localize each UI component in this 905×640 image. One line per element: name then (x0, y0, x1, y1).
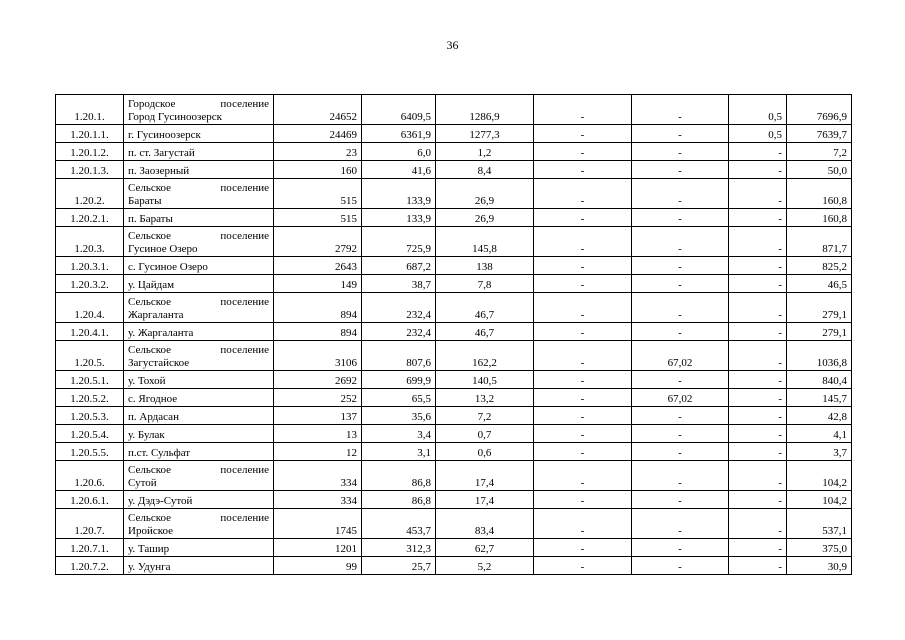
table-row (56, 293, 852, 323)
value-col-3-cell: 46,7 (436, 323, 534, 341)
value-col-6-cell: - (729, 257, 787, 275)
name-line-1 (128, 230, 269, 243)
table-row (56, 323, 852, 341)
table-row (56, 461, 852, 491)
value-col-6-cell: - (729, 293, 787, 323)
value-col-4-cell: - (534, 95, 632, 125)
name-line-1 (128, 344, 269, 357)
value-col-6-cell: - (729, 407, 787, 425)
value-col-4-cell: - (534, 209, 632, 227)
population-cell: 23 (274, 143, 362, 161)
total-cell: 145,7 (787, 389, 852, 407)
table-row (56, 425, 852, 443)
settlement-name-cell: г. Гусиноозерск (124, 125, 274, 143)
population-cell: 1201 (274, 539, 362, 557)
value-col-4-cell: - (534, 389, 632, 407)
row-code-cell: 1.20.5.4. (56, 425, 124, 443)
value-col-2-cell: 38,7 (362, 275, 436, 293)
total-cell: 840,4 (787, 371, 852, 389)
settlements-table (55, 94, 852, 575)
value-col-5-cell: - (632, 425, 729, 443)
settlement-name-cell (124, 227, 274, 257)
value-col-2-cell: 453,7 (362, 509, 436, 539)
row-code-cell: 1.20.3. (56, 227, 124, 257)
name-line-1 (128, 512, 269, 525)
total-cell: 375,0 (787, 539, 852, 557)
value-col-3-cell: 0,6 (436, 443, 534, 461)
value-col-4-cell: - (534, 161, 632, 179)
settlement-name-cell (124, 293, 274, 323)
value-col-5-cell: - (632, 443, 729, 461)
value-col-4-cell: - (534, 323, 632, 341)
row-code-cell: 1.20.4. (56, 293, 124, 323)
value-col-6-cell: - (729, 461, 787, 491)
population-cell: 13 (274, 425, 362, 443)
value-col-5-cell: - (632, 125, 729, 143)
page-number: 36 (446, 38, 459, 52)
total-cell: 46,5 (787, 275, 852, 293)
value-col-6-cell: - (729, 275, 787, 293)
value-col-3-cell: 8,4 (436, 161, 534, 179)
table-row (56, 491, 852, 509)
value-col-5-cell: - (632, 407, 729, 425)
table-row (56, 143, 852, 161)
row-code-cell: 1.20.7.2. (56, 557, 124, 575)
value-col-2-cell: 133,9 (362, 179, 436, 209)
population-cell: 137 (274, 407, 362, 425)
value-col-6-cell: 0,5 (729, 95, 787, 125)
table-row (56, 209, 852, 227)
population-cell: 24469 (274, 125, 362, 143)
table-row (56, 179, 852, 209)
table-row (56, 389, 852, 407)
settlement-kind-word: поселение (220, 230, 269, 242)
settlement-name-cell: п. Заозерный (124, 161, 274, 179)
row-code-cell: 1.20.7.1. (56, 539, 124, 557)
value-col-6-cell: - (729, 557, 787, 575)
settlement-type-word: Сельское (128, 344, 172, 356)
total-cell: 30,9 (787, 557, 852, 575)
value-col-5-cell: - (632, 371, 729, 389)
settlement-type-word: Сельское (128, 512, 172, 524)
row-code-cell: 1.20.1.2. (56, 143, 124, 161)
settlement-name-cell: п.ст. Сульфат (124, 443, 274, 461)
value-col-5-cell: - (632, 293, 729, 323)
value-col-4-cell: - (534, 341, 632, 371)
total-cell: 7639,7 (787, 125, 852, 143)
row-code-cell: 1.20.5.2. (56, 389, 124, 407)
settlement-name-cell: с. Ягодное (124, 389, 274, 407)
population-cell: 334 (274, 461, 362, 491)
value-col-4-cell: - (534, 557, 632, 575)
row-code-cell: 1.20.5.5. (56, 443, 124, 461)
row-code-cell: 1.20.2.1. (56, 209, 124, 227)
value-col-2-cell: 6409,5 (362, 95, 436, 125)
row-code-cell: 1.20.6. (56, 461, 124, 491)
value-col-2-cell: 133,9 (362, 209, 436, 227)
settlement-type-word: Сельское (128, 230, 172, 242)
population-cell: 1745 (274, 509, 362, 539)
table-body (56, 95, 852, 575)
value-col-5-cell: 67,02 (632, 341, 729, 371)
settlement-name-cell: у. Жаргаланта (124, 323, 274, 341)
value-col-3-cell: 145,8 (436, 227, 534, 257)
value-col-3-cell: 17,4 (436, 461, 534, 491)
row-code-cell: 1.20.7. (56, 509, 124, 539)
value-col-3-cell: 1277,3 (436, 125, 534, 143)
row-code-cell: 1.20.5. (56, 341, 124, 371)
value-col-2-cell: 232,4 (362, 323, 436, 341)
settlement-name-cell: у. Цайдам (124, 275, 274, 293)
total-cell: 825,2 (787, 257, 852, 275)
name-line-1 (128, 464, 269, 477)
value-col-2-cell: 232,4 (362, 293, 436, 323)
total-cell: 50,0 (787, 161, 852, 179)
value-col-2-cell: 25,7 (362, 557, 436, 575)
value-col-2-cell: 86,8 (362, 491, 436, 509)
value-col-4-cell: - (534, 443, 632, 461)
value-col-3-cell: 83,4 (436, 509, 534, 539)
value-col-5-cell: - (632, 143, 729, 161)
value-col-2-cell: 312,3 (362, 539, 436, 557)
value-col-5-cell: - (632, 179, 729, 209)
value-col-6-cell: - (729, 539, 787, 557)
value-col-4-cell: - (534, 407, 632, 425)
population-cell: 2792 (274, 227, 362, 257)
row-code-cell: 1.20.3.2. (56, 275, 124, 293)
name-line-2: Гусиное Озеро (128, 243, 198, 255)
value-col-3-cell: 1,2 (436, 143, 534, 161)
name-line-1 (128, 296, 269, 309)
table-row (56, 227, 852, 257)
value-col-6-cell: - (729, 491, 787, 509)
total-cell: 1036,8 (787, 341, 852, 371)
total-cell: 104,2 (787, 461, 852, 491)
value-col-5-cell: - (632, 209, 729, 227)
population-cell: 160 (274, 161, 362, 179)
value-col-3-cell: 5,2 (436, 557, 534, 575)
value-col-2-cell: 65,5 (362, 389, 436, 407)
name-line-2: Сутой (128, 477, 157, 489)
value-col-4-cell: - (534, 425, 632, 443)
name-line-2: Иройское (128, 525, 174, 537)
settlement-name-cell (124, 179, 274, 209)
value-col-2-cell: 725,9 (362, 227, 436, 257)
settlement-name-cell (124, 95, 274, 125)
settlement-name-cell: у. Удунга (124, 557, 274, 575)
total-cell: 7,2 (787, 143, 852, 161)
settlement-name-cell (124, 461, 274, 491)
population-cell: 24652 (274, 95, 362, 125)
value-col-2-cell: 3,4 (362, 425, 436, 443)
settlement-name-cell: у. Дэдэ-Сутой (124, 491, 274, 509)
value-col-3-cell: 62,7 (436, 539, 534, 557)
value-col-4-cell: - (534, 275, 632, 293)
value-col-3-cell: 140,5 (436, 371, 534, 389)
value-col-5-cell: 67,02 (632, 389, 729, 407)
value-col-6-cell: - (729, 371, 787, 389)
value-col-5-cell: - (632, 509, 729, 539)
name-line-1 (128, 98, 269, 111)
value-col-4-cell: - (534, 125, 632, 143)
population-cell: 515 (274, 209, 362, 227)
population-cell: 2692 (274, 371, 362, 389)
settlement-kind-word: поселение (220, 98, 269, 110)
settlement-kind-word: поселение (220, 512, 269, 524)
settlement-name-cell: п. Бараты (124, 209, 274, 227)
total-cell: 871,7 (787, 227, 852, 257)
value-col-2-cell: 807,6 (362, 341, 436, 371)
value-col-3-cell: 162,2 (436, 341, 534, 371)
total-cell: 104,2 (787, 491, 852, 509)
table-row (56, 275, 852, 293)
value-col-6-cell: - (729, 209, 787, 227)
settlement-kind-word: поселение (220, 182, 269, 194)
population-cell: 3106 (274, 341, 362, 371)
value-col-2-cell: 41,6 (362, 161, 436, 179)
row-code-cell: 1.20.4.1. (56, 323, 124, 341)
value-col-2-cell: 6,0 (362, 143, 436, 161)
value-col-6-cell: - (729, 341, 787, 371)
value-col-6-cell: - (729, 509, 787, 539)
value-col-5-cell: - (632, 95, 729, 125)
value-col-6-cell: 0,5 (729, 125, 787, 143)
settlement-name-cell: у. Булак (124, 425, 274, 443)
settlement-name-cell (124, 341, 274, 371)
value-col-5-cell: - (632, 491, 729, 509)
population-cell: 12 (274, 443, 362, 461)
value-col-5-cell: - (632, 257, 729, 275)
value-col-4-cell: - (534, 509, 632, 539)
population-cell: 2643 (274, 257, 362, 275)
settlement-name-cell: п. ст. Загустай (124, 143, 274, 161)
table-row (56, 341, 852, 371)
value-col-6-cell: - (729, 389, 787, 407)
value-col-2-cell: 86,8 (362, 461, 436, 491)
population-cell: 99 (274, 557, 362, 575)
total-cell: 42,8 (787, 407, 852, 425)
total-cell: 160,8 (787, 209, 852, 227)
value-col-3-cell: 13,2 (436, 389, 534, 407)
table-row (56, 371, 852, 389)
settlement-type-word: Сельское (128, 464, 172, 476)
settlement-kind-word: поселение (220, 464, 269, 476)
total-cell: 537,1 (787, 509, 852, 539)
value-col-4-cell: - (534, 371, 632, 389)
value-col-3-cell: 46,7 (436, 293, 534, 323)
value-col-3-cell: 1286,9 (436, 95, 534, 125)
row-code-cell: 1.20.1.1. (56, 125, 124, 143)
settlement-kind-word: поселение (220, 344, 269, 356)
value-col-6-cell: - (729, 323, 787, 341)
population-cell: 334 (274, 491, 362, 509)
settlement-type-word: Сельское (128, 182, 172, 194)
value-col-6-cell: - (729, 443, 787, 461)
settlement-name-cell: у. Тохой (124, 371, 274, 389)
value-col-2-cell: 3,1 (362, 443, 436, 461)
population-cell: 149 (274, 275, 362, 293)
settlement-type-word: Сельское (128, 296, 172, 308)
value-col-3-cell: 26,9 (436, 209, 534, 227)
name-line-2: Жаргаланта (128, 309, 184, 321)
name-line-2: Загустайское (128, 357, 190, 369)
row-code-cell: 1.20.3.1. (56, 257, 124, 275)
table-row (56, 539, 852, 557)
settlement-name-cell: с. Гусиное Озеро (124, 257, 274, 275)
population-cell: 894 (274, 323, 362, 341)
value-col-6-cell: - (729, 227, 787, 257)
population-cell: 515 (274, 179, 362, 209)
value-col-4-cell: - (534, 461, 632, 491)
table-row (56, 509, 852, 539)
settlement-type-word: Городское (128, 98, 176, 110)
table-row (56, 557, 852, 575)
row-code-cell: 1.20.6.1. (56, 491, 124, 509)
table-row (56, 443, 852, 461)
total-cell: 7696,9 (787, 95, 852, 125)
total-cell: 160,8 (787, 179, 852, 209)
table-row (56, 407, 852, 425)
value-col-5-cell: - (632, 539, 729, 557)
value-col-3-cell: 26,9 (436, 179, 534, 209)
value-col-5-cell: - (632, 461, 729, 491)
value-col-5-cell: - (632, 323, 729, 341)
table-row (56, 95, 852, 125)
row-code-cell: 1.20.2. (56, 179, 124, 209)
value-col-6-cell: - (729, 161, 787, 179)
name-line-1 (128, 182, 269, 195)
value-col-3-cell: 138 (436, 257, 534, 275)
row-code-cell: 1.20.5.1. (56, 371, 124, 389)
value-col-2-cell: 35,6 (362, 407, 436, 425)
value-col-4-cell: - (534, 257, 632, 275)
population-cell: 894 (274, 293, 362, 323)
total-cell: 4,1 (787, 425, 852, 443)
value-col-2-cell: 699,9 (362, 371, 436, 389)
settlement-kind-word: поселение (220, 296, 269, 308)
settlement-name-cell: п. Ардасан (124, 407, 274, 425)
total-cell: 279,1 (787, 323, 852, 341)
value-col-3-cell: 0,7 (436, 425, 534, 443)
value-col-4-cell: - (534, 491, 632, 509)
population-cell: 252 (274, 389, 362, 407)
name-line-2: Бараты (128, 195, 162, 207)
value-col-5-cell: - (632, 557, 729, 575)
value-col-6-cell: - (729, 143, 787, 161)
name-line-2: Город Гусиноозерск (128, 111, 222, 123)
row-code-cell: 1.20.1. (56, 95, 124, 125)
table-row (56, 161, 852, 179)
value-col-6-cell: - (729, 179, 787, 209)
table-row (56, 257, 852, 275)
value-col-4-cell: - (534, 143, 632, 161)
value-col-4-cell: - (534, 227, 632, 257)
total-cell: 3,7 (787, 443, 852, 461)
settlement-name-cell: у. Ташир (124, 539, 274, 557)
value-col-3-cell: 17,4 (436, 491, 534, 509)
value-col-5-cell: - (632, 275, 729, 293)
value-col-6-cell: - (729, 425, 787, 443)
value-col-4-cell: - (534, 293, 632, 323)
settlement-name-cell (124, 509, 274, 539)
row-code-cell: 1.20.1.3. (56, 161, 124, 179)
value-col-3-cell: 7,2 (436, 407, 534, 425)
table-row (56, 125, 852, 143)
value-col-2-cell: 687,2 (362, 257, 436, 275)
value-col-2-cell: 6361,9 (362, 125, 436, 143)
total-cell: 279,1 (787, 293, 852, 323)
value-col-3-cell: 7,8 (436, 275, 534, 293)
row-code-cell: 1.20.5.3. (56, 407, 124, 425)
value-col-4-cell: - (534, 539, 632, 557)
value-col-4-cell: - (534, 179, 632, 209)
value-col-5-cell: - (632, 227, 729, 257)
value-col-5-cell: - (632, 161, 729, 179)
